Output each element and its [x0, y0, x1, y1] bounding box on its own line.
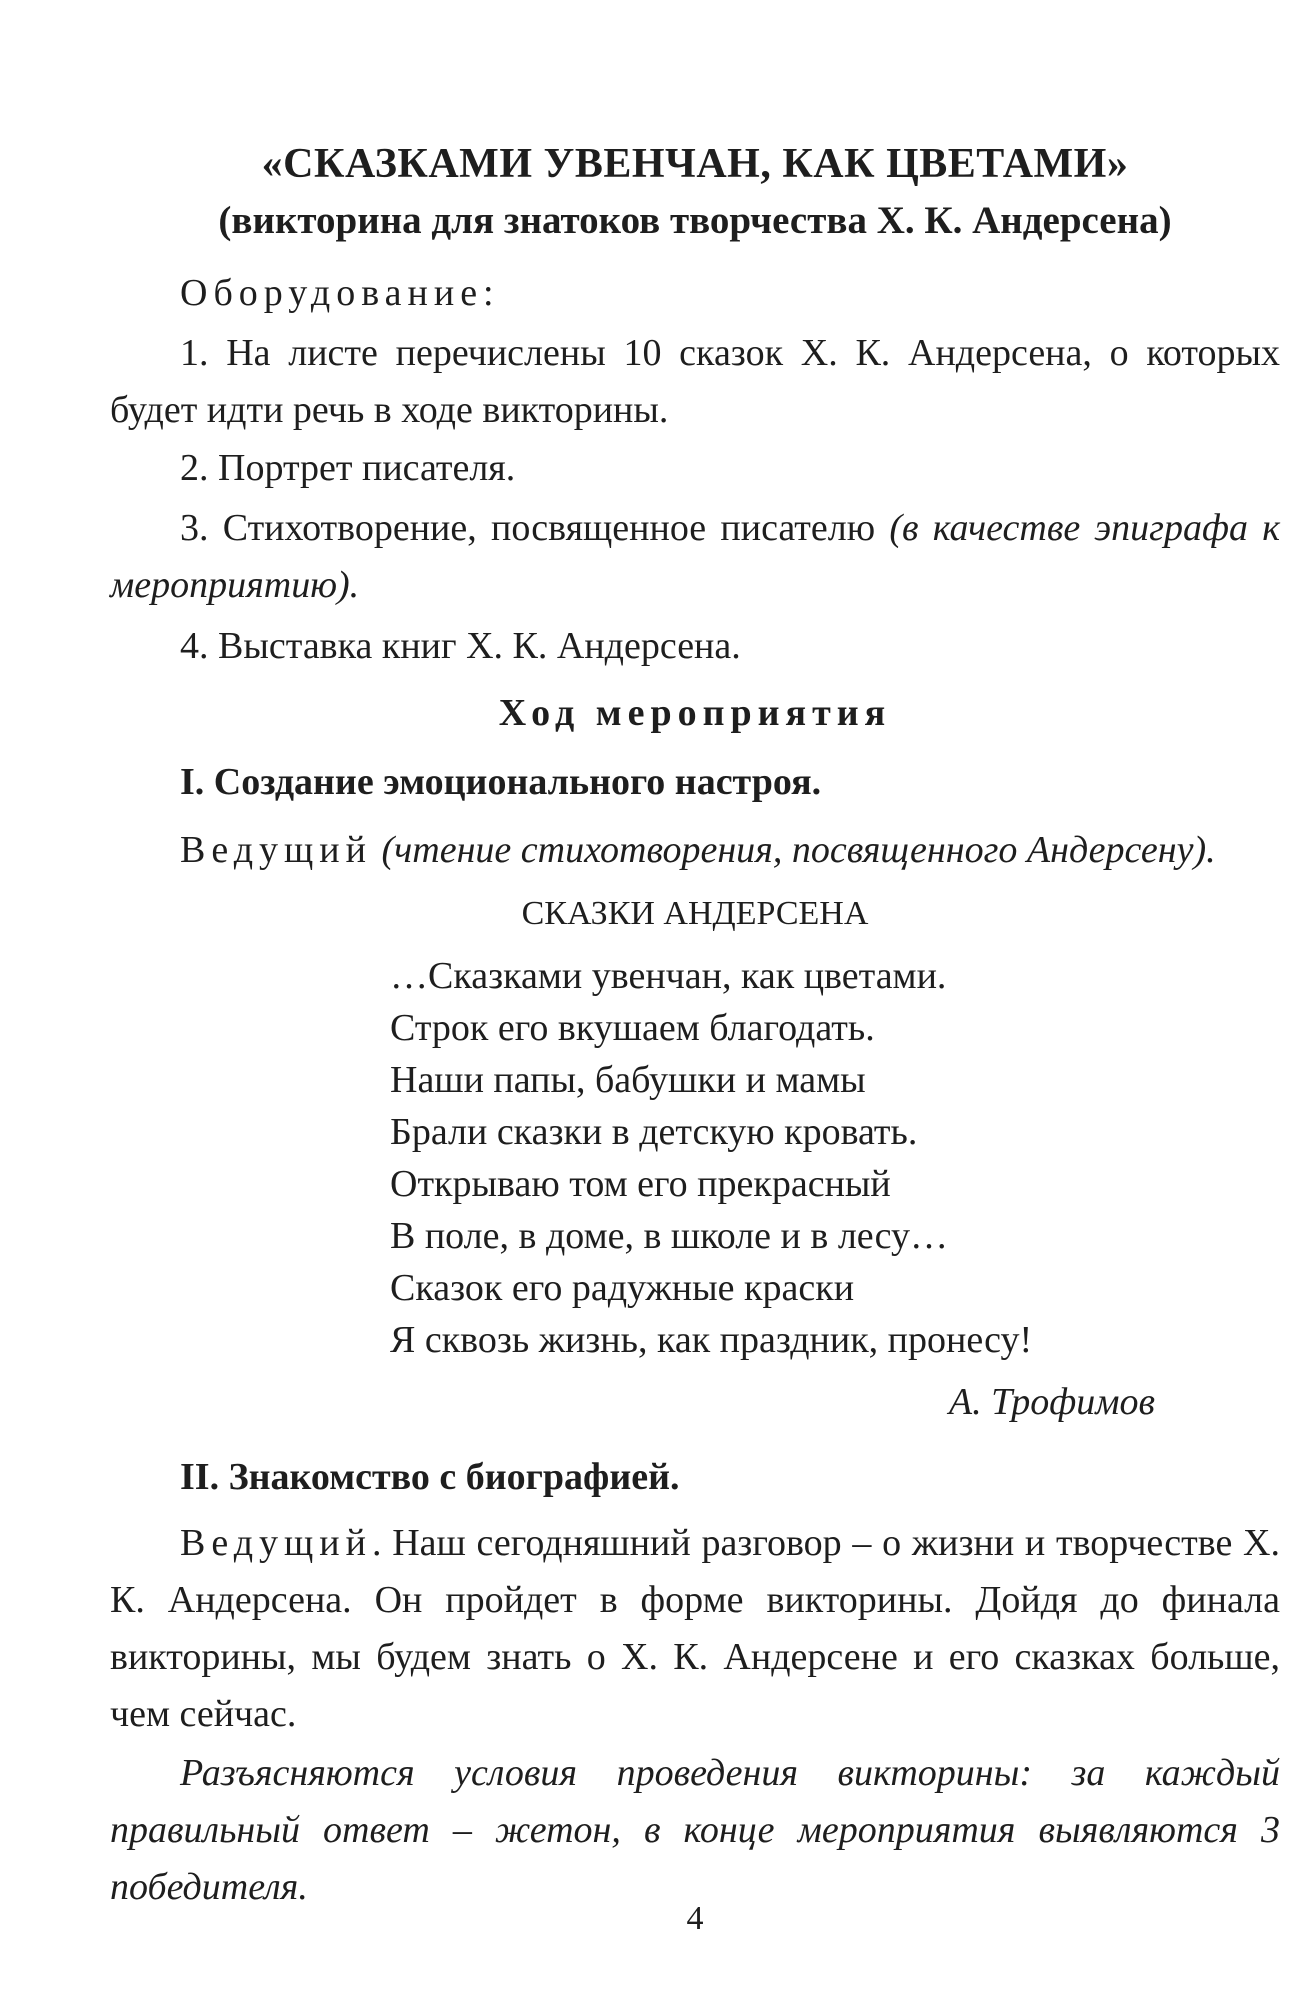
equipment-item-2: 2. Портрет писателя.: [180, 447, 516, 489]
section-1-intro: [110, 822, 1280, 879]
poem-line: …Сказками увенчан, как цветами.: [390, 955, 947, 997]
section-2-speaker: Ведущий: [180, 1522, 372, 1564]
poem-author: А. Трофимов: [948, 1381, 1155, 1423]
document-page: [110, 0, 1280, 2000]
poem-line: Брали сказки в детскую кровать.: [390, 1111, 918, 1153]
poem: [390, 950, 1140, 1366]
poem-line: Я сквозь жизнь, как праздник, пронесу!: [390, 1319, 1033, 1361]
poem-title: СКАЗКИ АНДЕРСЕНА: [521, 895, 869, 932]
poem-line: Наши папы, бабушки и мамы: [390, 1059, 866, 1101]
equipment-item-3-note: (в качестве эпиграфа к мероприятию).: [110, 507, 1280, 606]
equipment-heading: Оборудование:: [180, 272, 500, 314]
poem-line: В поле, в доме, в школе и в лесу…: [390, 1215, 948, 1257]
document-subtitle: (викторина для знатоков творчества Х. К. Андерсена): [218, 199, 1172, 242]
section-2-text: [110, 1515, 1280, 1743]
quiz-rules: Разъясняются условия проведения викторины: за каждый правильный ответ – жетон, в конце мероприятия выявляются 3 победителя.: [110, 1752, 1280, 1908]
document-title: «СКАЗКАМИ УВЕНЧАН, КАК ЦВЕТАМИ»: [261, 141, 1129, 187]
equipment-item-3-text: 3. Стихотворение, посвященное писателю: [180, 507, 876, 549]
section-2-heading: II. Знакомство с биографией.: [180, 1456, 680, 1498]
poem-line: Строк его вкушаем благодать.: [390, 1007, 875, 1049]
event-heading: Ход мероприятия: [498, 692, 892, 734]
section-1-heading: I. Создание эмоционального настроя.: [180, 761, 822, 803]
equipment-item-4: 4. Выставка книг Х. К. Андерсена.: [180, 625, 741, 667]
poem-line: Открываю том его прекрасный: [390, 1163, 891, 1205]
equipment-item-1: 1. На листе перечислены 10 сказок Х. К. Андерсена, о которых будет идти речь в ходе викторины.: [110, 332, 1280, 431]
page-number: 4: [686, 1900, 704, 1937]
equipment-item-3: [110, 500, 1280, 614]
section-2-body: . Наш сегодняшний разговор – о жизни и творчестве Х. К. Андерсена. Он пройдет в форме викторины. Дойдя до финала викторины, мы будем знать о Х. К. Андерсене и его сказках больше, чем сейчас.: [110, 1522, 1280, 1735]
section-1-speaker: Ведущий: [180, 829, 372, 871]
poem-line: Сказок его радужные краски: [390, 1267, 855, 1309]
section-1-note: (чтение стихотворения, посвященного Андерсену).: [381, 829, 1216, 871]
